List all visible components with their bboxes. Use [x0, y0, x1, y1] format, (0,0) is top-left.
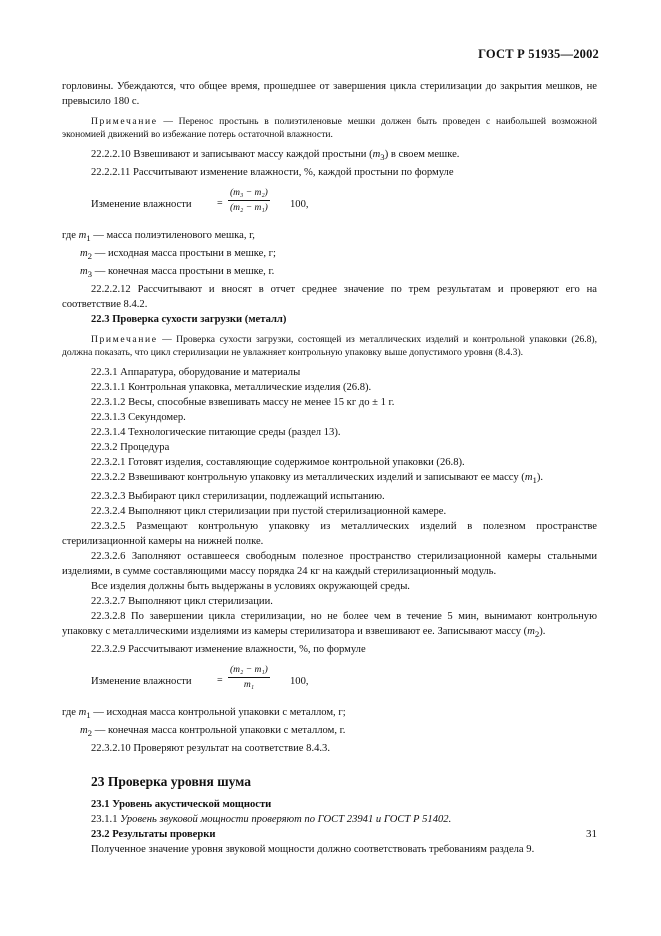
formula-label: Изменение влажности [91, 675, 192, 687]
subscript: 2 [534, 628, 540, 639]
formula-multiplier: 100, [290, 675, 309, 687]
paragraph [62, 470, 597, 488]
formula-label: Изменение влажности [91, 199, 192, 211]
var: m [372, 149, 381, 160]
formula-numerator: (m₃ − m₂) [228, 186, 270, 201]
paragraph: Полученное значение уровня звуковой мощности должно соответствовать требованиям раздела 9. [91, 843, 535, 855]
subscript: 2 [87, 727, 93, 738]
paragraph: Все изделия должны быть выдержаны в условиях окружающей среды. [91, 580, 410, 592]
var: m [524, 472, 533, 484]
legend-line [62, 264, 597, 282]
paragraph: 22.3.2.9 Рассчитывают изменение влажности, %, по формуле [91, 643, 366, 655]
formula-multiplier: 100, [290, 199, 309, 211]
text-span: 22.2.2.10 Взвешивают и записывают массу каждой простыни ( [91, 149, 373, 160]
formula-fraction [228, 663, 270, 692]
paragraph: 22.3.2.6 Заполняют оставшееся свободным полезное пространство стерилизационной камеры стальными изделиями, в сумме составляющими массу порядка 24 кг на каждый стерилизационный модуль. [62, 550, 597, 577]
formula-denominator: (m₂ − m₁) [230, 203, 268, 214]
paragraph: 22.3.1.3 Секундомер. [91, 412, 186, 424]
paragraph: 22.3.2.1 Готовят изделия, составляющие содержимое контрольной упаковки (26.8). [91, 457, 465, 469]
var: m [80, 724, 88, 736]
text-span: где [62, 706, 79, 718]
text-span: 22.3.2.2 Взвешивают контрольную упаковку из металлических изделий и записывают ее массу ( [91, 472, 525, 484]
var: m [80, 248, 88, 260]
subscript: 1 [532, 475, 537, 486]
note [62, 333, 597, 359]
text-span: ). [536, 472, 544, 484]
text-span: — конечная масса простыни в мешке, г. [92, 266, 275, 278]
paragraph: 22.3.1.1 Контрольная упаковка, металлические изделия (26.8). [91, 382, 372, 394]
legend-line [62, 246, 597, 264]
subsection-heading: 23.1 Уровень акустической мощности [91, 798, 272, 810]
paragraph: 22.3.1 Аппаратура, оборудование и материалы [91, 367, 301, 379]
formula-fraction [228, 186, 270, 215]
section-title: 23 Проверка уровня шума [91, 773, 252, 789]
var: m [78, 230, 87, 242]
text-span: где [62, 230, 79, 242]
paragraph: 22.3.1.2 Весы, способные взвешивать массу не менее 15 кг до ± 1 г. [91, 397, 395, 409]
text-span: ). [539, 625, 546, 637]
paragraph [62, 609, 597, 642]
italic-text: Уровень звуковой мощности проверяют по ГОСТ 23941 и ГОСТ Р 51402. [120, 813, 452, 825]
body-text [62, 79, 597, 857]
formula-2 [62, 661, 597, 703]
formula-numerator: (m₂ − m₁) [228, 663, 270, 678]
subscript: 2 [87, 251, 93, 262]
text-span: — исходная масса простыни в мешке, г; [92, 248, 276, 260]
text-span: ) в своем мешке. [384, 149, 460, 160]
paragraph: 22.3.2.3 Выбирают цикл стерилизации, подлежащий испытанию. [91, 490, 385, 502]
note-label: Примечание [91, 116, 158, 127]
subscript: 1 [86, 233, 91, 244]
paragraph: 22.3.2.5 Размещают контрольную упаковку из металлических изделий в полезном пространстве стерилизационной камеры на нижней полке. [62, 520, 597, 547]
paragraph: 22.3.2.10 Проверяют результат на соответствие 8.4.3. [91, 742, 330, 754]
note-text: — Проверка сухости загрузки, состоящей из металлических изделий и контрольной упаковки (26.8), должна показать, что цикл стерилизации не увлажняет контрольную упаковку выше допустимого уровня (8.4.3). [62, 334, 597, 359]
subscript: 3 [87, 269, 93, 280]
var: m [80, 266, 88, 278]
paragraph: 22.2.2.12 Рассчитывают и вносят в отчет среднее значение по трем результатам и проверяют его на соответствие 8.4.2. [62, 284, 597, 311]
note [62, 115, 597, 141]
paragraph: 22.3.1.4 Технологические питающие среды (раздел 13). [91, 427, 341, 439]
note-text: — Перенос простынь в полиэтиленовые мешки должен быть проведен с наибольшей возможной экономией движений во избежание потерь остаточной влажности. [62, 116, 597, 140]
paragraph: 22.3.2.4 Выполняют цикл стерилизации при пустой стерилизационной камере. [91, 505, 447, 517]
legend-line [62, 705, 597, 723]
paragraph: 22.3.2 Процедура [91, 442, 170, 454]
subscript: 3 [380, 152, 385, 163]
formula-denominator: m₁ [243, 679, 254, 690]
paragraph: 22.2.2.11 Рассчитывают изменение влажности, %, каждой простыни по формуле [91, 167, 454, 179]
text-span: 22.3.2.8 По завершении цикла стерилизации, но не более чем в течение 5 мин, вынимают контрольную упаковку с металлическими изделиями из камеры стерилизатора и взвешивают ее. Записывают массу ( [62, 610, 597, 637]
paragraph: горловины. Убеждаются, что общее время, прошедшее от завершения цикла стерилизации до закрытия мешков, не превысило 180 с. [62, 81, 597, 107]
document-header: ГОСТ Р 51935—2002 [478, 47, 599, 61]
paragraph [62, 812, 597, 827]
formula-1 [62, 184, 597, 226]
legend-line [62, 723, 597, 741]
var: m [78, 706, 87, 718]
section-heading: 22.3 Проверка сухости загрузки (металл) [91, 314, 287, 326]
legend-line [62, 228, 597, 246]
page-number: 31 [586, 828, 597, 840]
formula-eq: = [217, 674, 223, 686]
text-span: 23.1.1 [91, 813, 121, 825]
formula-eq: = [217, 198, 223, 210]
paragraph: 22.3.2.7 Выполняют цикл стерилизации. [91, 595, 273, 607]
text-span: — масса полиэтиленового мешка, г, [90, 230, 255, 242]
var: m [527, 625, 535, 637]
paragraph [62, 147, 597, 165]
subsection-heading: 23.2 Результаты проверки [91, 828, 216, 840]
text-span: — конечная масса контрольной упаковки с металлом, г. [92, 724, 346, 736]
note-label: Примечание [91, 334, 158, 346]
subscript: 1 [86, 709, 91, 720]
text-span: — исходная масса контрольной упаковки с металлом, г; [90, 706, 346, 718]
